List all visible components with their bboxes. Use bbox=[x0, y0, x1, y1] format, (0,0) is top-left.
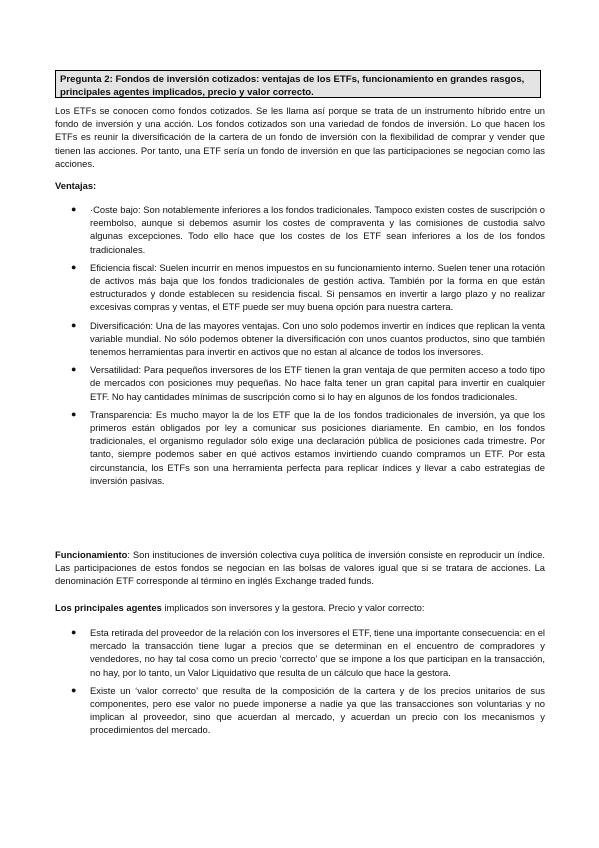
question-title-box bbox=[55, 70, 541, 98]
funcionamiento-paragraph bbox=[55, 548, 545, 588]
list-item: ● Transparencia: Es mucho mayor la de los ETF que la de los fondos tradicionales de inversión, ya que los primeros están obligados por ley a comunicar sus posiciones diariamente. En cambio, en los fondos tradicionales, el organismo regulador sólo exige una declaración pública de posiciones cada trimestre. Por tanto, siempre podemos saber en qué activos estamos invirtiendo cuando compramos un ETF. Por esta circunstancia, los ETFs son una herramienta perfecta para replicar índices y llevar a cabo estrategias de inversión pasivas. bbox=[71, 408, 545, 486]
list-item: ● Versatilidad: Para pequeños inversores de los ETF tienen la gran ventaja de que permiten acceso a todo tipo de mercados con posiciones muy pequeñas. No hace falta tener un gran capital para invertir en cualquier ETF. No hay cantidades mínimas de suscripción como si lo hay en algunos de los fondos tradicionales. bbox=[71, 364, 545, 402]
agentes-paragraph bbox=[55, 601, 545, 614]
bullet-icon: ● bbox=[71, 684, 77, 695]
bullet-icon: ● bbox=[71, 364, 77, 375]
bullet-icon: ● bbox=[71, 408, 77, 419]
funcionamiento-label: Funcionamiento bbox=[55, 549, 128, 560]
list-item: ● Esta retirada del proveedor de la relación con los inversores el ETF, tiene una importante consecuencia: en el mercado la transacción tiene lugar a precios que se determinan en el encuentro de compradores y vendedores, no hay tal cosa como un precio ‘correcto’ que se impone a los que participan en la transacción, no hay, por lo tanto, un Valor Liquidativo que resulta de un cálculo que hace la gestora. bbox=[71, 627, 545, 678]
bullet-icon: ● bbox=[71, 204, 77, 214]
ventajas-list bbox=[55, 203, 545, 492]
bullet-icon: ● bbox=[71, 627, 77, 637]
list-item: ● Eficiencia fiscal: Suelen incurrir en menos impuestos en su funcionamiento interno. Suelen tener una rotación de activos más baja que los fondos tradicionales de gestión activa. También por la forma en que están estructurados y donde establecen su residencia fiscal. Si pensamos en invertir a largo plazo y no realizar excesivas compras y ventas, el ETF puede ser muy buena opción para nuestra cartera. bbox=[71, 261, 545, 313]
list-item: ● Existe un ‘valor correcto’ que resulta de la composición de la cartera y de los precios unitarios de sus componentes, pero ese valor no puede imponerse a nadie ya que las transacciones son voluntarias y no implican al proveedor, sino que acuerdan al mercado, y acuerdan un precio con los mecanismos y procedimientos del mercado. bbox=[71, 684, 545, 736]
agentes-text: implicados son inversores y la gestora. Precio y valor correcto: bbox=[161, 602, 425, 613]
bullet-icon: ● bbox=[71, 319, 77, 330]
intro-paragraph: Los ETFs se conocen como fondos cotizados. Se les llama así porque se trata de un instrumento híbrido entre un fondo de inversión y una acción. Los fondos cotizados son una variedad de fondos de inversión. Lo que hacen los ETFs es reunir la diversificación de la cartera de un fondo de inversión con la flexibilidad de comprar y vender que tienen las acciones. Por tanto, una ETF sería un fondo de inversión en que las participaciones se negocian como las acciones. bbox=[55, 105, 545, 169]
agentes-label: Los principales agentes bbox=[55, 602, 162, 613]
ventajas-heading: Ventajas: bbox=[55, 180, 97, 191]
bullet-icon: ● bbox=[71, 261, 77, 272]
funcionamiento-text: : Son instituciones de inversión colectiva cuya política de inversión consiste en reproducir un índice. Las participaciones de estos fondos se negocian en las bolsas de valores igual que si se tratara de acciones. La denominación ETF corresponde al término en inglés Exchange traded funds. bbox=[55, 549, 545, 587]
list-item: ● Diversificación: Una de las mayores ventajas. Con uno solo podemos invertir en índices que replican la venta variable mundial. No sólo podemos obtener la diversificación con unos cuantos productos, sino que también tenemos herramientas para invertir en activos que no estan al alcance de todos los inversores. bbox=[71, 319, 545, 358]
question-title: Pregunta 2: Fondos de inversión cotizados: ventajas de los ETFs, funcionamiento en grandes rasgos, principales agentes implicados, precio y valor correcto. bbox=[60, 74, 525, 98]
list-item: ● ·Coste bajo: Son notablemente inferiores a los fondos tradicionales. Tampoco existen costes de suscripción o reembolso, aunque si debemos asumir los costes de compraventa y las comisiones de custodia salvo algunas excepciones. Todo ello hace que los costes de los ETF sean inferiores a los de los fondos tradicionales. bbox=[71, 204, 545, 255]
precio-list bbox=[55, 626, 545, 742]
